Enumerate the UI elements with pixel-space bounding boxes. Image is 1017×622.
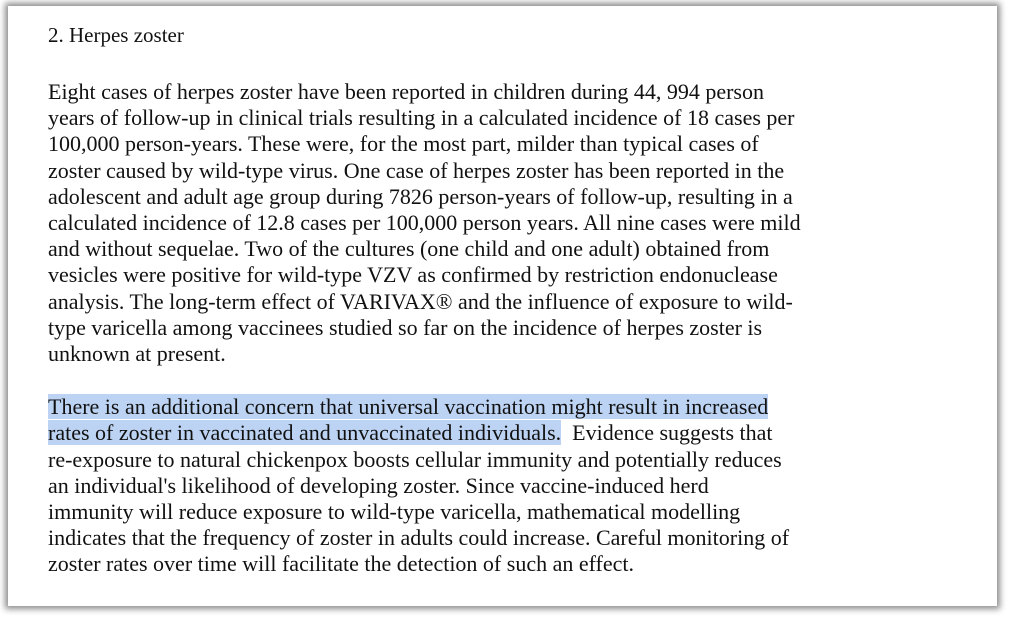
highlighted-line (48, 394, 978, 420)
paragraph-line: vesicles were positive for wild-type VZV as confirmed by restriction endonuclease (48, 262, 778, 288)
paragraph-additional-concern (48, 394, 978, 577)
line-continuation: Evidence suggests that (561, 420, 773, 446)
text-highlight: rates of zoster in vaccinated and unvaccinated individuals. (48, 420, 562, 446)
paragraph-line: re-exposure to natural chickenpox boosts cellular immunity and potentially reduces (48, 446, 782, 472)
paragraph-herpes-zoster-cases (48, 79, 978, 367)
paragraph-line (48, 420, 978, 446)
paragraph-line: an individual's likelihood of developing zoster. Since vaccine-induced herd (48, 472, 709, 498)
paragraph-line: unknown at present. (48, 341, 226, 367)
paragraph-line: calculated incidence of 12.8 cases per 100,000 person years. All nine cases were mild (48, 210, 801, 236)
paragraph-line: type varicella among vaccinees studied so far on the incidence of herpes zoster is (48, 314, 763, 340)
paragraph-line: Eight cases of herpes zoster have been reported in children during 44, 994 person (48, 79, 764, 104)
paragraph-line: indicates that the frequency of zoster in adults could increase. Careful monitoring of (48, 525, 790, 551)
text-highlight: There is an additional concern that universal vaccination might result in increased (48, 394, 769, 420)
paragraph-line: analysis. The long-term effect of VARIVAX® and the influence of exposure to wild- (48, 288, 793, 314)
paragraph-line: zoster caused by wild-type virus. One case of herpes zoster has been reported in the (48, 157, 785, 183)
paragraph-line: years of follow-up in clinical trials resulting in a calculated incidence of 18 cases per (48, 105, 795, 131)
paragraph-line: 100,000 person-years. These were, for the most part, milder than typical cases of (48, 131, 759, 157)
paragraph-line: adolescent and adult age group during 7826 person-years of follow-up, resulting in a (48, 183, 793, 209)
paragraph-line: and without sequelae. Two of the cultures (one child and one adult) obtained from (48, 236, 770, 262)
paragraph-line: immunity will reduce exposure to wild-type varicella, mathematical modelling (48, 499, 741, 525)
document-frame (8, 6, 997, 606)
paragraph-line: zoster rates over time will facilitate the detection of such an effect. (48, 551, 635, 577)
document-page (48, 22, 978, 578)
section-heading: 2. Herpes zoster (48, 23, 184, 47)
